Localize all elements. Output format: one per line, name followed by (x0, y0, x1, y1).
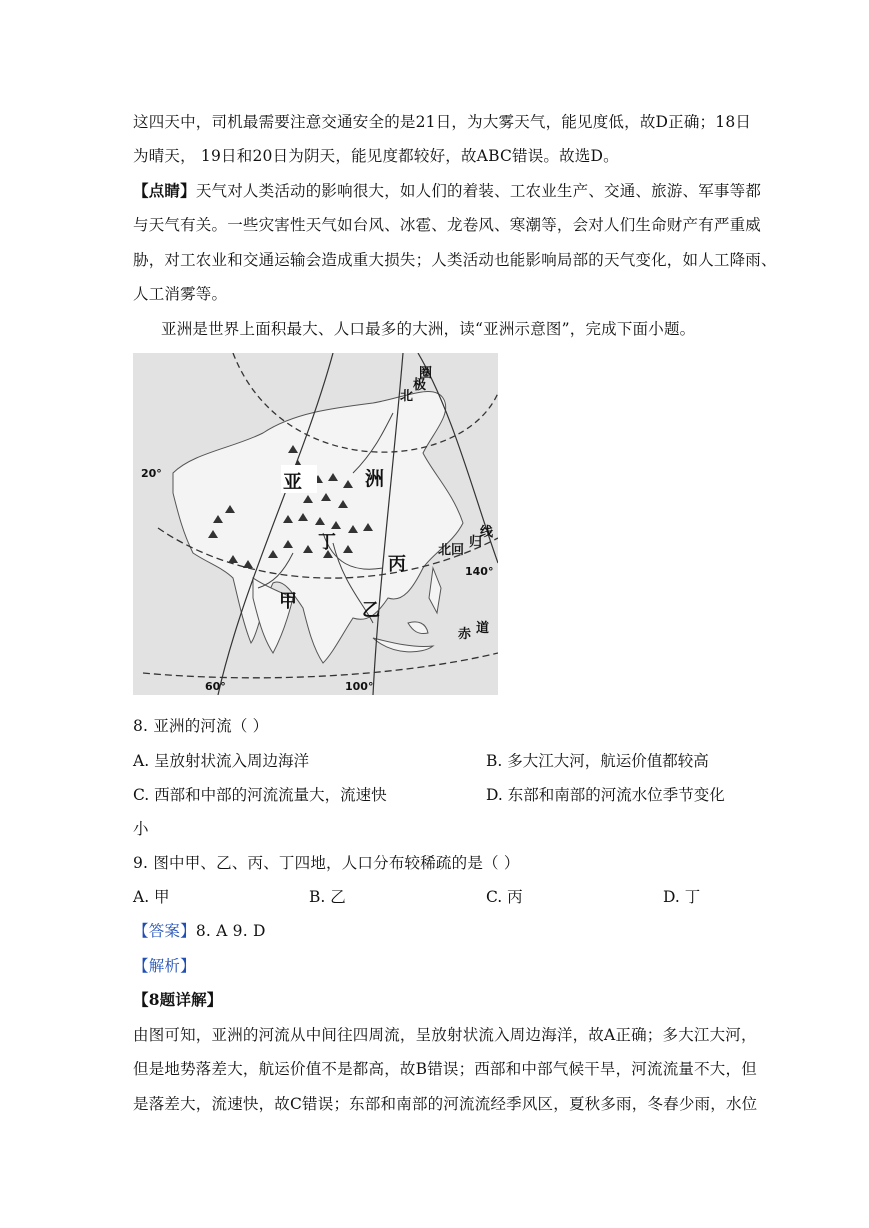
label-lon100: 100° (345, 680, 374, 693)
detail-line: 由图可知，亚洲的河流从中间往四周流，呈放射状流入周边海洋，故A正确；多大江大河， (133, 1026, 757, 1044)
dianjing-tag: 【点睛】 (133, 181, 196, 200)
label-beihui: 北回 (438, 543, 465, 558)
label-ji: 极 (413, 378, 427, 393)
q8-stem: 8. 亚洲的河流（ ） (133, 717, 269, 735)
paragraph-line: 这四天中，司机最需要注意交通安全的是21日，为大雾天气，能见度低，故D正确；18日 (133, 113, 752, 131)
detail-line: 是落差大，流速快，故C错误；东部和南部的河流流经季风区，夏秋多雨，冬春少雨，水位 (133, 1095, 758, 1113)
label-ya: 亚 (283, 471, 303, 493)
label-lon140: 140° (465, 565, 494, 578)
answer-text: 8. A 9. D (195, 922, 266, 940)
q9-option-c: C. 丙 (486, 888, 523, 906)
label-lon60: 60° (205, 680, 226, 693)
answer-tag: 【答案】 (133, 922, 196, 940)
q8-option-d: D. 东部和南部的河流水位季节变化 (486, 786, 725, 804)
paragraph-text: 天气对人类活动的影响很大，如人们的着装、工农业生产、交通、旅游、军事等都 (195, 182, 762, 200)
label-ding: 丁 (318, 532, 336, 553)
q8-option-c: C. 西部和中部的河流流量大，流速快 (133, 786, 387, 804)
paragraph-line: 为晴天， 19日和20日为阴天，能见度都较好，故ABC错误。故选D。 (133, 147, 619, 165)
q8-option-a: A. 呈放射状流入周边海洋 (133, 752, 310, 770)
label-quan: 圈 (419, 366, 433, 381)
label-xian: 线 (480, 525, 494, 540)
dianjing-line (133, 181, 761, 201)
label-dao: 道 (476, 621, 490, 636)
label-bei-top: 北 (400, 389, 414, 404)
label-yi: 乙 (362, 600, 380, 621)
q9-stem: 9. 图中甲、乙、丙、丁四地，人口分布较稀疏的是（ ） (133, 854, 520, 872)
paragraph-line: 与天气有关。一些灾害性天气如台风、冰雹、龙卷风、寒潮等，会对人们生命财产有严重威 (133, 216, 762, 234)
label-bing: 丙 (388, 554, 406, 575)
answer-line (133, 921, 266, 941)
label-gui: 归 (469, 535, 483, 550)
detail-line: 但是地势落差大，航运价值不是都高，故B错误；西部和中部气候干旱，河流流量不大，但 (133, 1060, 757, 1078)
paragraph-line: 人工消雾等。 (133, 285, 228, 303)
question-intro: 亚洲是世界上面积最大、人口最多的大洲，读“亚洲示意图”，完成下面小题。 (161, 320, 696, 338)
label-lat20: 20° (141, 467, 162, 480)
label-jia: 甲 (279, 591, 297, 612)
q8-option-d-cont: 小 (133, 820, 149, 838)
label-chi: 赤 (458, 627, 472, 642)
paragraph-line: 胁，对工农业和交通运输会造成重大损失；人类活动也能影响局部的天气变化，如人工降雨、 (133, 251, 777, 269)
detail8-tag: 【8题详解】 (133, 990, 223, 1009)
q9-option-a: A. 甲 (133, 888, 170, 906)
analysis-tag: 【解析】 (133, 957, 196, 975)
asia-map-figure (133, 353, 498, 695)
q9-option-b: B. 乙 (309, 888, 346, 906)
label-zhou: 洲 (365, 468, 385, 490)
q9-option-d: D. 丁 (663, 888, 701, 906)
q8-option-b: B. 多大江大河，航运价值都较高 (486, 752, 709, 770)
